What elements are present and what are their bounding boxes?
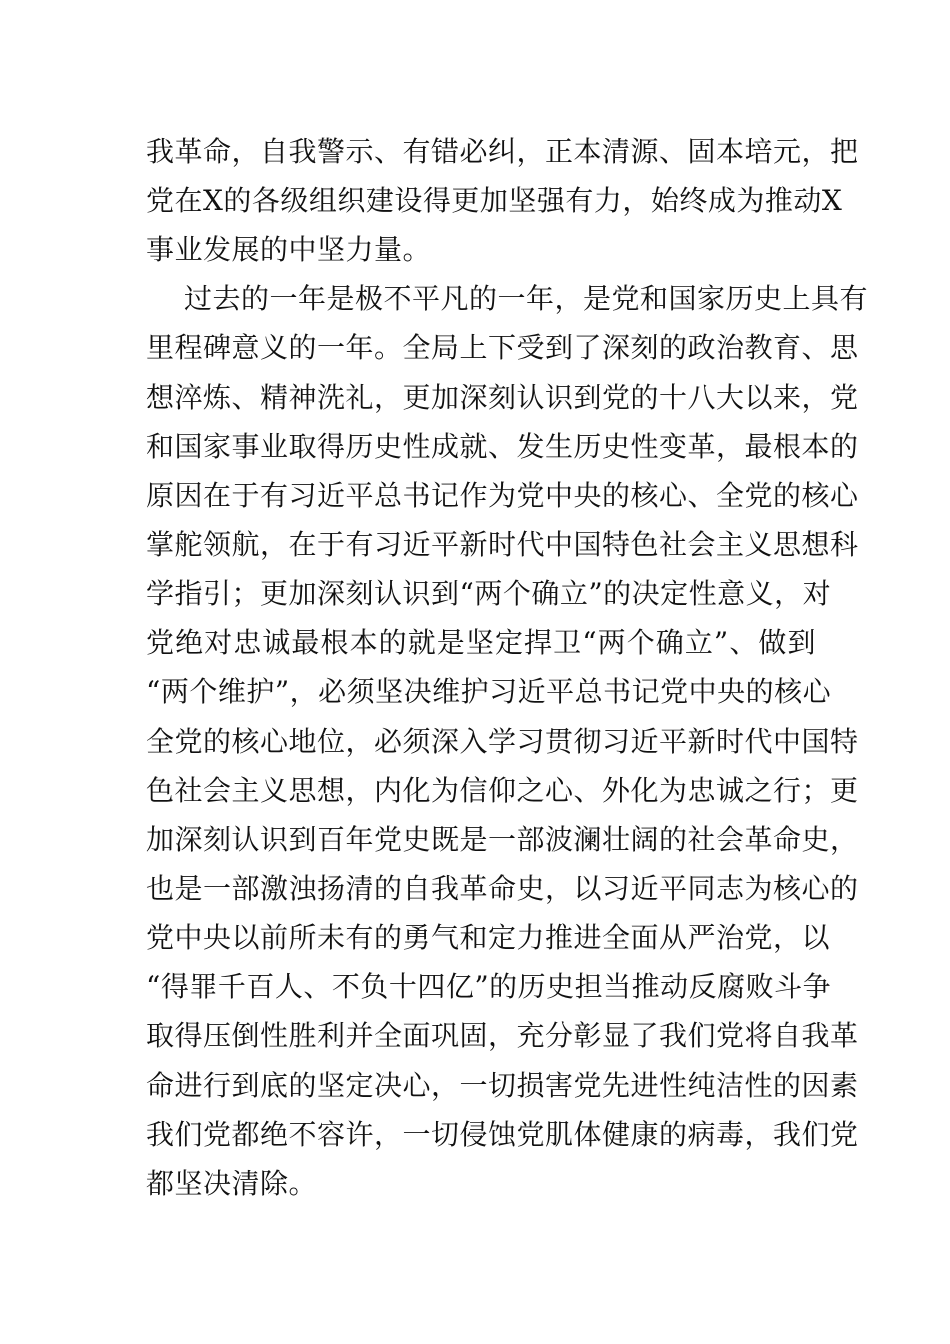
text-line: 全党的核心地位，必须深入学习贯彻习近平新时代中国特 — [146, 725, 859, 758]
text-line: 也是一部激浊扬清的自我革命史，以习近平同志为核心的 — [146, 872, 859, 905]
text-line: 过去的一年是极不平凡的一年，是党和国家历史上具有 — [184, 282, 869, 315]
text-line: 和国家事业取得历史性成就、发生历史性变革，最根本的 — [146, 430, 859, 463]
text-line: 学指引；更加深刻认识到“两个确立”的决定性意义，对 — [146, 577, 832, 610]
text-line: 想淬炼、精神洗礼，更加深刻认识到党的十八大以来，党 — [146, 381, 859, 414]
text-line: 党中央以前所未有的勇气和定力推进全面从严治党，以 — [146, 921, 831, 954]
text-line: 命进行到底的坚定决心，一切损害党先进性纯洁性的因素 — [146, 1069, 859, 1102]
text-line: 色社会主义思想，内化为信仰之心、外化为忠诚之行；更 — [146, 774, 859, 807]
text-line: 掌舵领航，在于有习近平新时代中国特色社会主义思想科 — [146, 528, 859, 561]
text-line: “得罪千百人、不负十四亿”的历史担当推动反腐败斗争 — [146, 970, 832, 1003]
text-line: 党在X的各级组织建设得更加坚强有力，始终成为推动X — [146, 184, 843, 217]
text-line: 我们党都绝不容许，一切侵蚀党肌体健康的病毒，我们党 — [146, 1118, 859, 1151]
text-line: 里程碑意义的一年。全局上下受到了深刻的政治教育、思 — [146, 331, 859, 364]
text-line: 我革命，自我警示、有错必纠，正本清源、固本培元，把 — [146, 135, 859, 168]
text-line: 都坚决清除。 — [146, 1167, 318, 1200]
text-line: 取得压倒性胜利并全面巩固，充分彰显了我们党将自我革 — [146, 1019, 859, 1052]
text-line: 党绝对忠诚最根本的就是坚定捍卫“两个确立”、做到 — [146, 626, 816, 659]
text-line: “两个维护”，必须坚决维护习近平总书记党中央的核心 — [146, 675, 832, 708]
text-line: 事业发展的中坚力量。 — [146, 233, 432, 266]
text-line: 原因在于有习近平总书记作为党中央的核心、全党的核心 — [146, 479, 859, 512]
text-line: 加深刻认识到百年党史既是一部波澜壮阔的社会革命史， — [146, 823, 859, 856]
